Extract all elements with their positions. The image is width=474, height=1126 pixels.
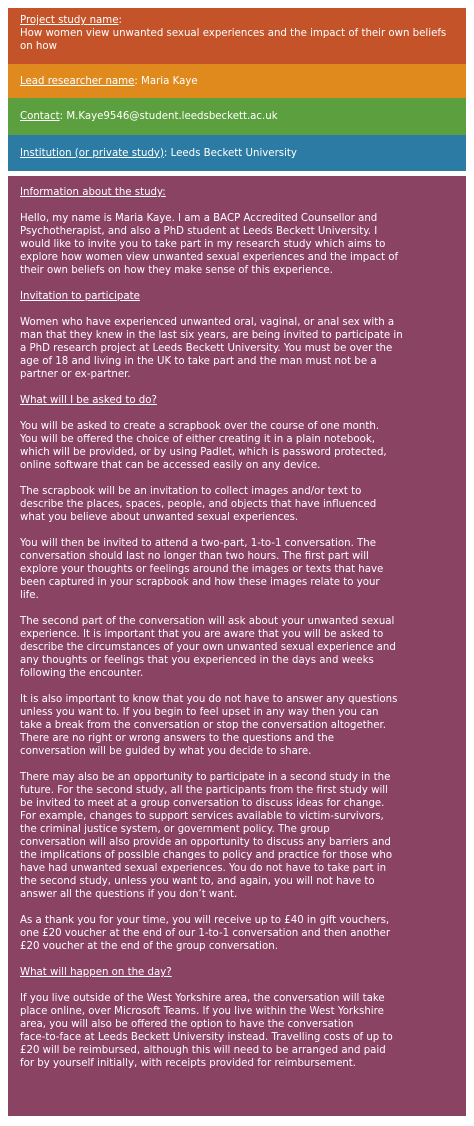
- paragraph-scrapbook-purpose: The scrapbook will be an invitation to collect images and/or text to describe the places, spaces, people, and objects that have influenced what you believe about unwanted sexual experiences.: [20, 486, 377, 523]
- contact-label: Contact: [20, 111, 60, 122]
- paragraph-scrapbook: You will be asked to create a scrapbook over the course of one month. You will be offered the choice of either creating it in a plain notebook, which will be provided, or by using Padlet, which is password protected, online software that can be accessed easily on any device.: [20, 421, 387, 471]
- study-information-box: [8, 176, 466, 1116]
- contact-band: Contact: M.Kaye9546@student.leedsbeckett.ac.uk: [8, 98, 466, 135]
- contact-email: M.Kaye9546@student.leedsbeckett.ac.uk: [66, 111, 278, 122]
- paragraph-conversation: You will then be invited to attend a two-part, 1-to-1 conversation. The conversation should last no longer than two hours. The first part will explore your thoughts or feelings around the images or texts that have been captured in your scrapbook and how these images relate to your life.: [20, 538, 384, 601]
- project-label: Project study name: [20, 15, 119, 26]
- project-text: How women view unwanted sexual experiences and the impact of their own beliefs on how: [20, 28, 447, 52]
- lead-label: Lead researcher name: [20, 75, 135, 87]
- paragraph-vouchers: As a thank you for your time, you will receive up to £40 in gift vouchers, one £20 voucher at the end of our 1-to-1 conversation and then another £20 voucher at the end of the group conversation.: [20, 915, 391, 952]
- paragraph-second-part: The second part of the conversation will ask about your unwanted sexual experience. It is important that you are aware that you will be asked to describe the circumstances of your own unwanted sexual experience and any thoughts or feelings that you experienced in the days and weeks following the encounter.: [20, 616, 396, 679]
- section-heading-invitation: Invitation to participate: [20, 291, 140, 302]
- paragraph-second-study: There may also be an opportunity to participate in a second study in the future. For the second study, all the participants from the first study will be invited to meet at a group conversation to discuss ideas for change. For example, changes to support services available to victim-survivors, the criminal justice system, or government policy. The group conversation will also provide an opportunity to discuss any barriers and the implications of possible changes to policy and practice for those who have had unwanted sexual experiences. You do not have to take part in the second study, unless you want to, and again, you will not have to answer all the questions if you don’t want.: [20, 772, 393, 900]
- section-heading-what-asked: What will I be asked to do?: [20, 395, 157, 406]
- lead-researcher-band: Lead researcher name: Maria Kaye: [8, 64, 466, 98]
- paragraph-introduction: Hello, my name is Maria Kaye. I am a BACP Accredited Counsellor and Psychotherapist, and also a PhD student at Leeds Beckett University. I would like to invite you to take part in my research study which aims to explore how women view unwanted sexual experiences and the impact of their own beliefs on how they make sense of this experience.: [20, 213, 399, 276]
- paragraph-on-the-day: If you live outside of the West Yorkshire area, the conversation will take place online, over Microsoft Teams. If you live within the West Yorkshire area, you will also be offered the option to have the conversation face-to-face at Leeds Beckett University instead. Travelling costs of up to £20 will be reimbursed, although this will need to be arranged and paid for by yourself initially, with receipts provided for reimbursement.: [20, 993, 393, 1069]
- project-band: Project study name: How women view unwanted sexual experiences and the impact of their own beliefs on how: [8, 8, 466, 64]
- section-heading-on-the-day: What will happen on the day?: [20, 967, 172, 978]
- institution-label: Institution (or private study): [20, 147, 164, 159]
- institution-text: Leeds Beckett University: [170, 147, 297, 159]
- lead-text: Maria Kaye: [141, 75, 198, 87]
- section-heading-information: Information about the study:: [20, 187, 166, 198]
- institution-band: Institution (or private study): Leeds Beckett University: [8, 135, 466, 171]
- paragraph-no-obligation: It is also important to know that you do not have to answer any questions unless you want to. If you begin to feel upset in any way then you can take a break from the conversation or stop the conversation altogether. There are no right or wrong answers to the questions and the conversation will be guided by what you decide to share.: [20, 694, 398, 757]
- paragraph-invitation: Women who have experienced unwanted oral, vaginal, or anal sex with a man that they knew in the last six years, are being invited to participate in a PhD research project at Leeds Beckett University. You must be over the age of 18 and living in the UK to take part and the man must not be a partner or ex-partner.: [20, 317, 403, 380]
